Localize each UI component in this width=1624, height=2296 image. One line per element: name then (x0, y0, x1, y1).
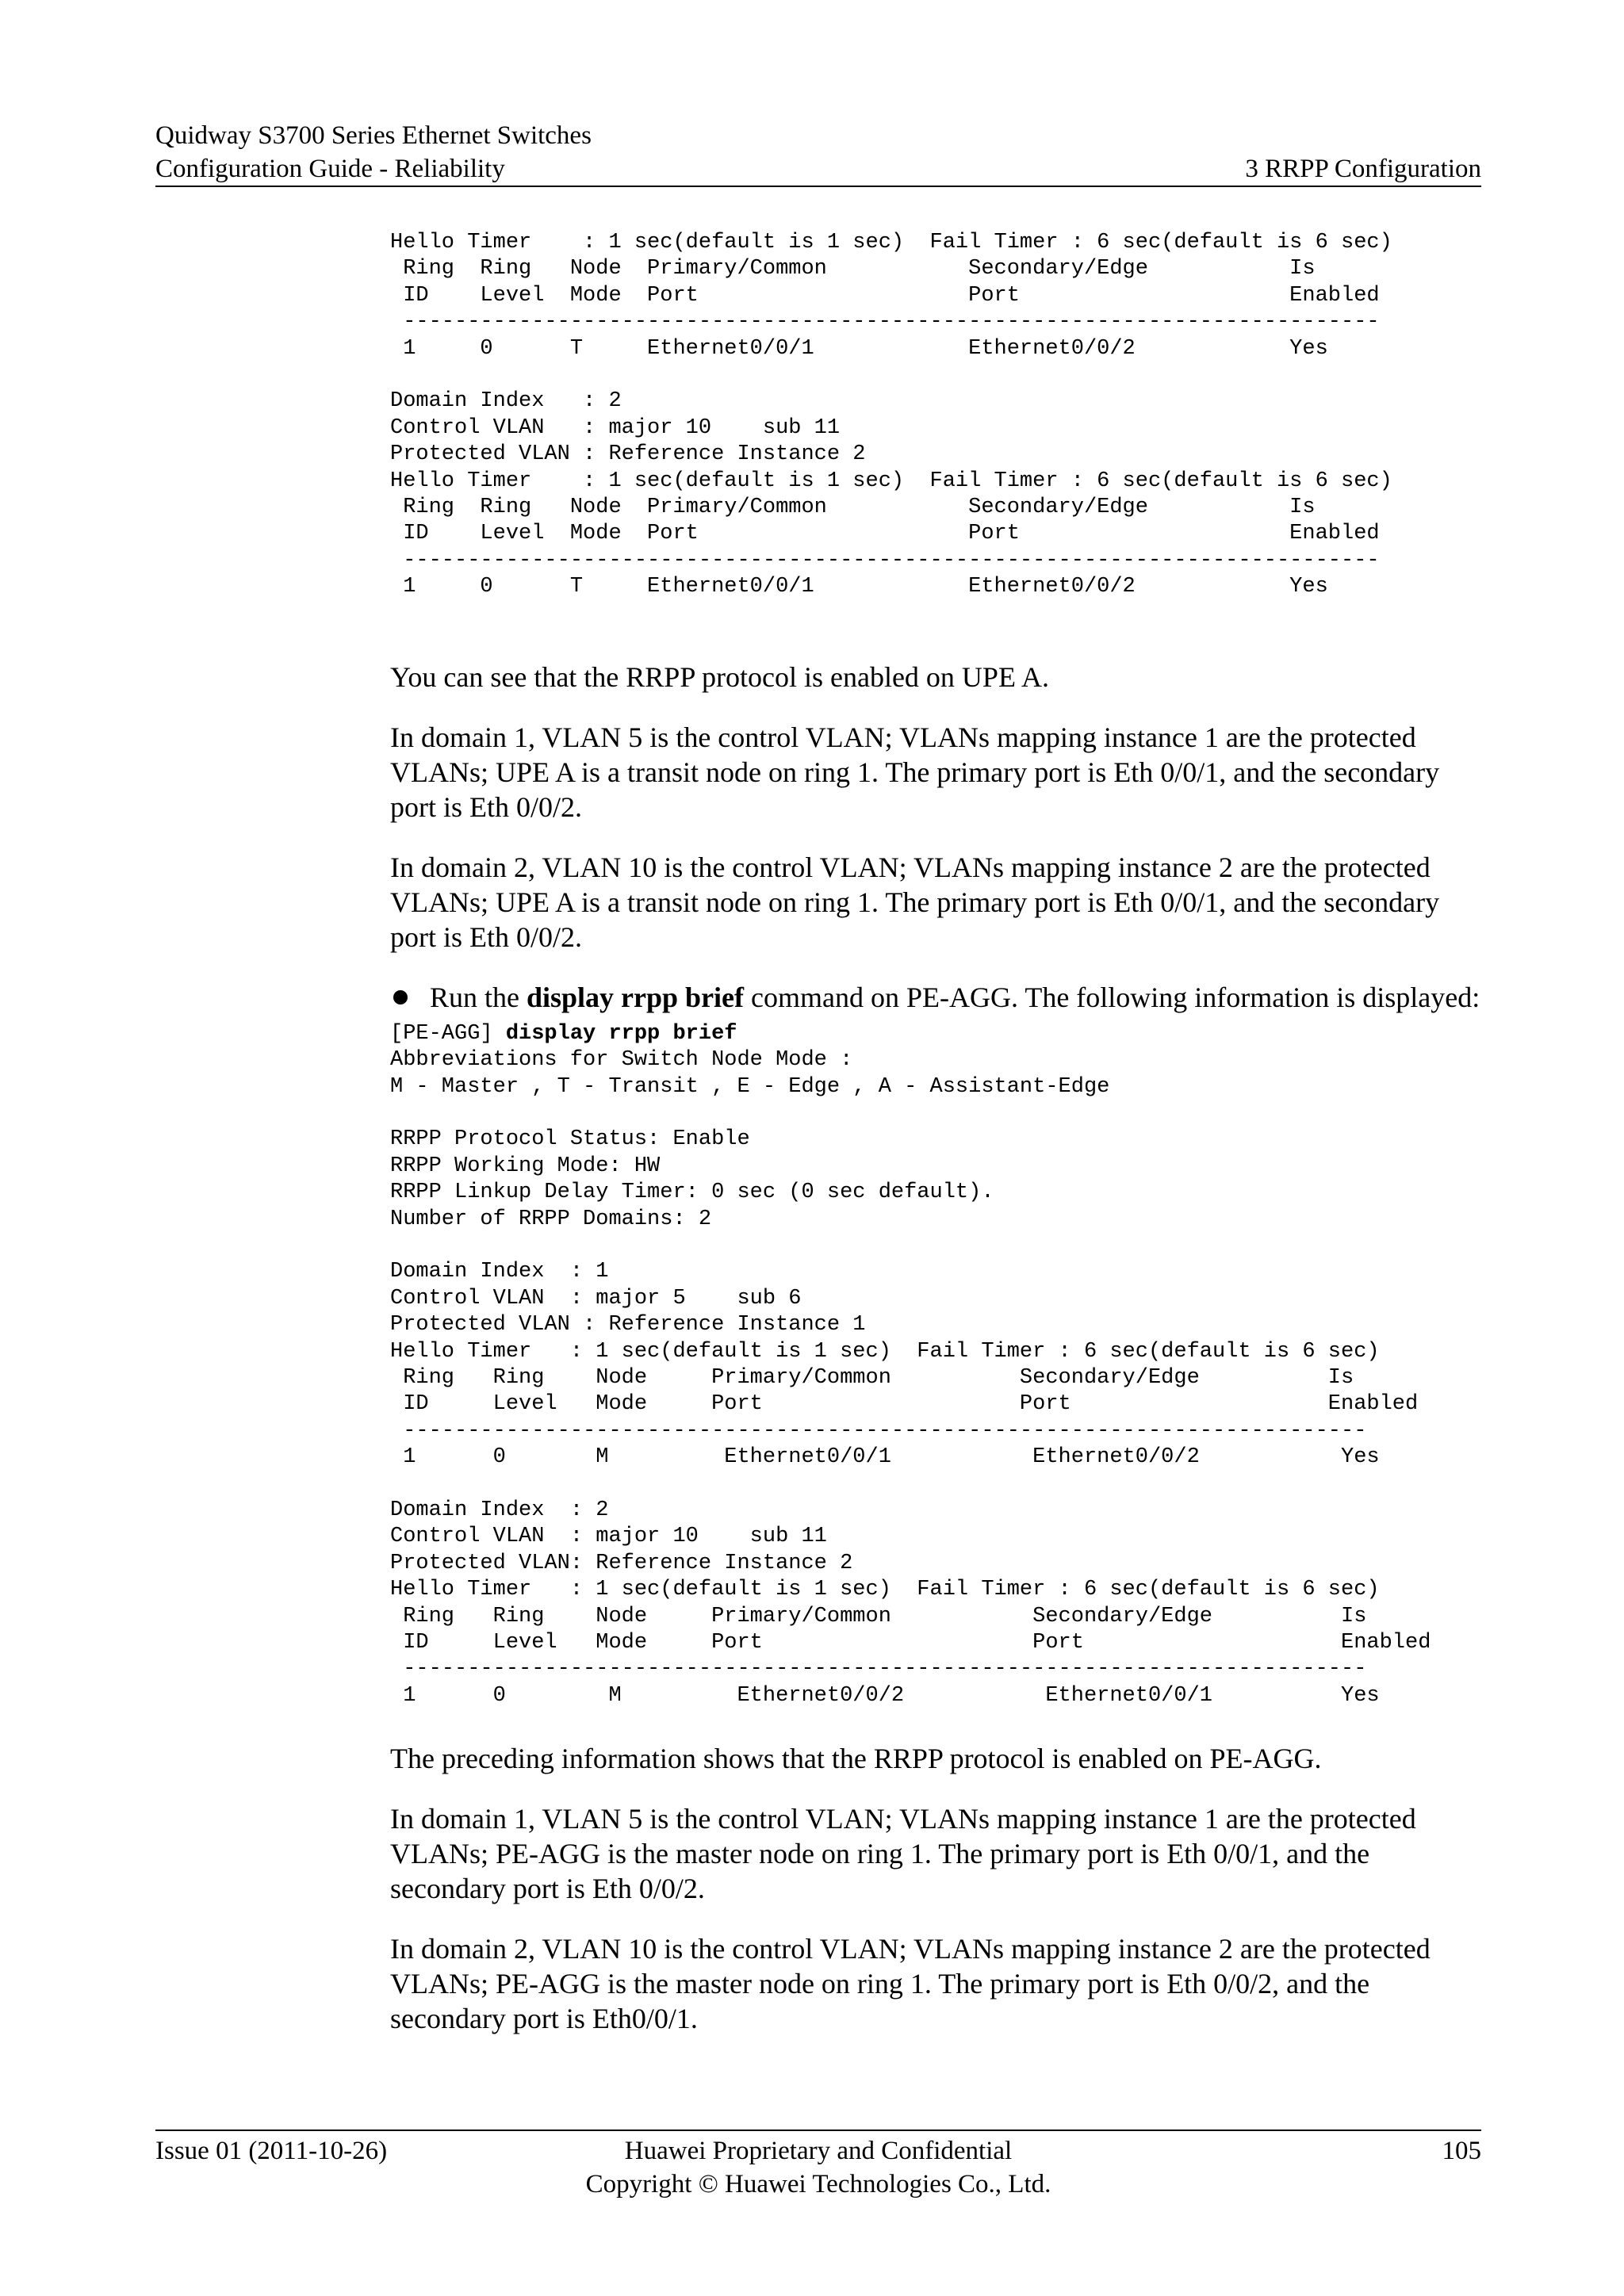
code-block-upe-output: Hello Timer : 1 sec(default is 1 sec) Fail Timer : 6 sec(default is 6 sec) Ring Ring Node Primary/Common Secondary/Edge Is ID Level Mode Port Port Enabled ---------------------------------------------------------------------------- 1 0 T Ethernet0/0/1 Ethernet0/0/2 Yes Domain Index : 2 Control VLAN : major 10 sub 11 Protected VLAN : Reference Instance 2 Hello Timer : 1 sec(default is 1 sec) Fail Timer : 6 sec(default is 6 sec) Ring Ring Node Primary/Common Secondary/Edge Is ID Level Mode Port Port Enabled ---------------------------------------------------------------------------- 1 0 T Ethernet0/0/1 Ethernet0/0/2 Yes (390, 231, 1392, 599)
paragraph: In domain 2, VLAN 10 is the control VLAN; VLANs mapping instance 2 are the protected VLANs; PE-AGG is the master node on ring 1. The primary port is Eth 0/0/2, and the secondary port is Eth0/0/1. (390, 1933, 1431, 2035)
page-header (155, 119, 1481, 186)
footer-copyright: Copyright © Huawei Technologies Co., Ltd. (585, 2170, 1051, 2198)
paragraph: In domain 1, VLAN 5 is the control VLAN; VLANs mapping instance 1 are the protected VLANs; PE-AGG is the master node on ring 1. The primary port is Eth 0/0/1, and the secondary port is Eth 0/0/2. (390, 1803, 1416, 1905)
footer-issue: Issue 01 (2011-10-26) (155, 2137, 388, 2165)
page-content (390, 230, 1484, 2036)
footer-confidential: Huawei Proprietary and Confidential (624, 2137, 1013, 2165)
footer-page-number: 105 (1442, 2137, 1481, 2165)
header-chapter: 3 RRPP Configuration (1245, 155, 1481, 183)
paragraph: You can see that the RRPP protocol is enabled on UPE A. (390, 660, 1049, 693)
header-product: Quidway S3700 Series Ethernet Switches (155, 121, 592, 150)
header-guide: Configuration Guide - Reliability (155, 155, 505, 183)
bullet-item (390, 980, 1484, 1015)
header-rule (155, 186, 1481, 187)
paragraph: In domain 2, VLAN 10 is the control VLAN; VLANs mapping instance 2 are the protected VLANs; UPE A is a transit node on ring 1. The primary port is Eth 0/0/1, and the secondary port is Eth 0/0/2. (390, 851, 1440, 953)
footer-rule (155, 2130, 1481, 2131)
cli-prompt: [PE-AGG] (390, 1021, 506, 1046)
bullet-dot-icon (393, 990, 408, 1004)
cli-output: Abbreviations for Switch Node Mode : M - Master , T - Transit , E - Edge , A - Assistant-Edge RRPP Protocol Status: Enable RRPP Working Mode: HW RRPP Linkup Delay Timer: 0 sec (0 sec default). Number of RRPP Domains: 2 Domain Index : 1 Control VLAN : major 5 sub 6 Protected VLAN : Reference Instance 1 Hello Timer : 1 sec(default is 1 sec) Fail Timer : 6 sec(default is 6 sec) Ring Ring Node Primary/Common Secondary/Edge Is ID Level Mode Port Port Enabled --------------------------------------------------------------------------- 1 0 M Ethernet0/0/1 Ethernet0/0/2 Yes Domain Index : 2 Control VLAN : major 10 sub 11 Protected VLAN: Reference Instance 2 Hello Timer : 1 sec(default is 1 sec) Fail Timer : 6 sec(default is 6 sec) Ring Ring Node Primary/Common Secondary/Edge Is ID Level Mode Port Port Enabled --------------------------------------------------------------------------- 1 0 M Ethernet0/0/2 Ethernet0/0/1 Yes (390, 1048, 1431, 1708)
bullet-command: display rrpp brief (527, 981, 745, 1013)
code-block-pe-output (390, 1021, 1484, 1710)
bullet-prefix: Run the (430, 981, 527, 1013)
bullet-suffix: command on PE-AGG. The following information is displayed: (744, 981, 1480, 1013)
cli-command: display rrpp brief (505, 1021, 737, 1046)
paragraph: The preceding information shows that the RRPP protocol is enabled on PE-AGG. (390, 1743, 1322, 1775)
paragraph: In domain 1, VLAN 5 is the control VLAN; VLANs mapping instance 1 are the protected VLANs; UPE A is a transit node on ring 1. The primary port is Eth 0/0/1, and the secondary port is Eth 0/0/2. (390, 721, 1440, 823)
